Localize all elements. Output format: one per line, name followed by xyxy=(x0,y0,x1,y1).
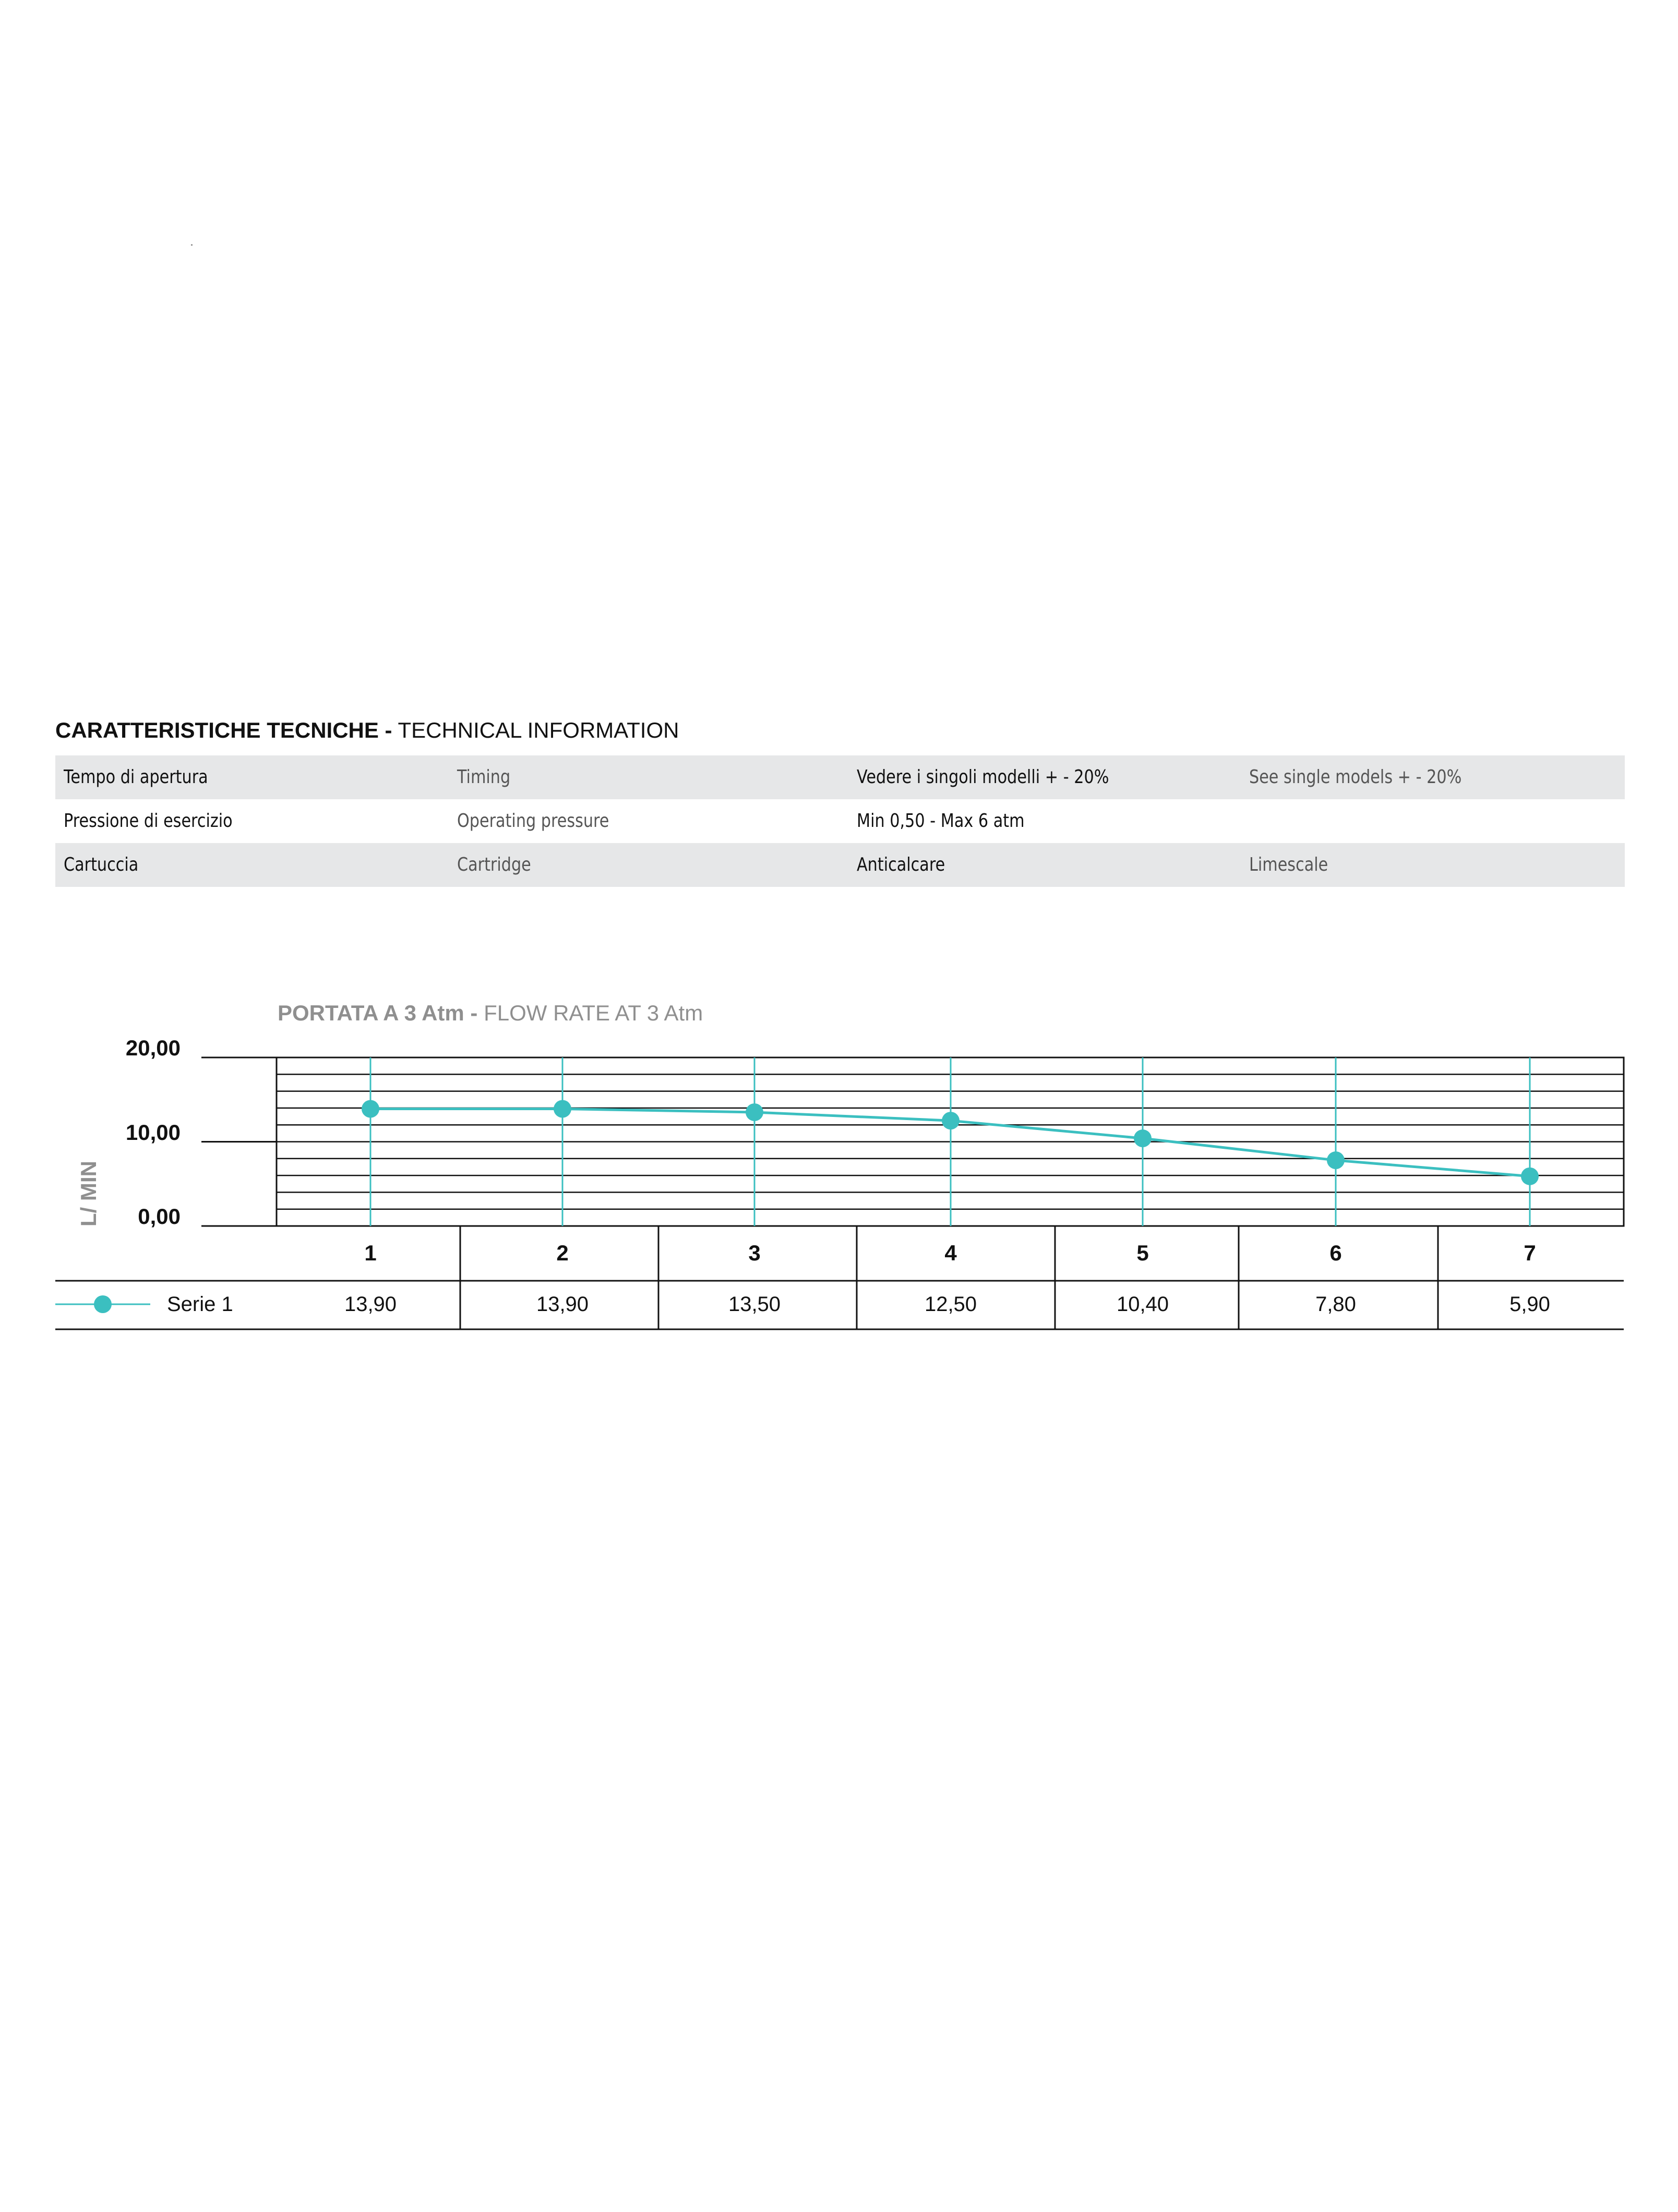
spec-label-en: Operating pressure xyxy=(457,810,609,832)
data-value-label: 10,40 xyxy=(1116,1293,1169,1316)
y-axis-label: L/ MIN xyxy=(76,1161,101,1227)
spec-value-en: See single models + - 20% xyxy=(1249,766,1462,788)
y-tick-label: 0,00 xyxy=(138,1204,181,1229)
data-point xyxy=(746,1103,763,1121)
data-value-label: 13,90 xyxy=(344,1293,397,1316)
data-point xyxy=(554,1100,571,1118)
title-light: TECHNICAL INFORMATION xyxy=(398,718,679,742)
chart-title-bold: PORTATA A 3 Atm - xyxy=(278,1001,478,1025)
legend-series-label: Serie 1 xyxy=(167,1293,233,1316)
data-value-label: 7,80 xyxy=(1315,1293,1356,1316)
data-point xyxy=(1521,1168,1539,1185)
spec-label-en: Cartridge xyxy=(457,854,531,875)
data-value-label: 5,90 xyxy=(1509,1293,1550,1316)
data-point xyxy=(362,1100,379,1118)
data-point xyxy=(942,1112,960,1129)
title-bold: CARATTERISTICHE TECNICHE - xyxy=(55,718,392,742)
spec-label-it: Cartuccia xyxy=(64,854,139,875)
x-category-label: 3 xyxy=(748,1241,761,1265)
x-category-label: 7 xyxy=(1524,1241,1536,1265)
x-category-label: 6 xyxy=(1329,1241,1342,1265)
x-category-label: 4 xyxy=(944,1241,957,1265)
spec-label-it: Tempo di apertura xyxy=(64,766,208,788)
x-category-label: 1 xyxy=(364,1241,377,1265)
spec-value-it: Vedere i singoli modelli + - 20% xyxy=(857,766,1109,788)
chart-title-light: FLOW RATE AT 3 Atm xyxy=(484,1001,703,1025)
data-point xyxy=(1134,1129,1152,1147)
spec-label-en: Timing xyxy=(457,766,511,788)
spec-label-it: Pressione di esercizio xyxy=(64,810,233,832)
x-category-label: 2 xyxy=(556,1241,569,1265)
x-category-label: 5 xyxy=(1136,1241,1149,1265)
y-tick-label: 20,00 xyxy=(125,1036,181,1060)
data-point xyxy=(1327,1151,1345,1169)
data-value-label: 13,90 xyxy=(536,1293,589,1316)
spec-value-it: Anticalcare xyxy=(857,854,945,875)
data-value-label: 13,50 xyxy=(728,1293,781,1316)
spec-value-en: Limescale xyxy=(1249,854,1328,875)
data-value-label: 12,50 xyxy=(924,1293,977,1316)
y-tick-label: 10,00 xyxy=(125,1120,181,1145)
spec-value-it: Min 0,50 - Max 6 atm xyxy=(857,810,1025,832)
legend-marker xyxy=(94,1295,112,1313)
